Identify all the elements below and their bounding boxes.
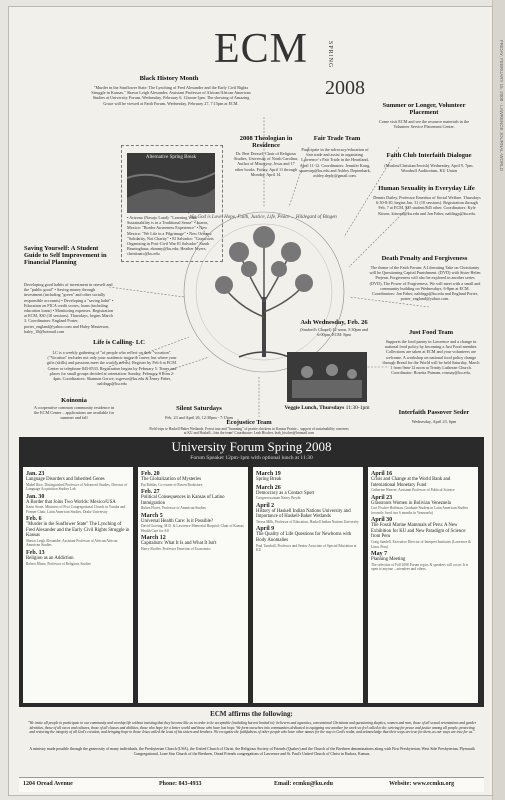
ecojustice-text: Field trips to Haskell Baker Wetlands, Forest tour and "brunning" of prairie chickens in Kansas Prairie... support of sustainability concerns at KU and Haskell...Join the team! Coordinator: Leah Hischer, leah_hischer@hotmail.com (149, 427, 349, 436)
forum-date: March 19 (256, 471, 281, 477)
forum-date: Feb. 20 (141, 471, 160, 477)
affirm-heading: ECM affirms the following: (210, 710, 293, 718)
forum-date: Jan. 23 (26, 471, 45, 477)
forum-entry (141, 489, 245, 511)
interfaith-text: (Muslim/Christian/Jewish) Wednesday, April 9, 7pm. Woodruff Auditorium, KU Union (384, 163, 474, 174)
forum-column-2 (138, 467, 248, 703)
passover-heading: Interfaith Passover Seder (398, 409, 470, 416)
forum-speaker: Cori Fischer Hoffman, Graduate Student in Latin American Studies (recently lived two 6 months in Venezuela) (371, 506, 469, 515)
forum-date: May 7 (371, 551, 388, 558)
forum-speaker: Catherine Weaver, Assistant Professor of Political Science (371, 488, 455, 493)
forum-entry (256, 503, 360, 525)
forum-entry (141, 471, 245, 487)
human-text: Dennis Dailey, Professor Emeritus of Social Welfare. Thursdays 6:30-8:30, begins Jan. 31 (10 sessions). Registration through Feb. 7 at ECM, $35 student/$45 other. Coordinators: Kyle Kitson, kitsonn@ku.edu and Jon Faber, naldisgp@ku.edu. (373, 195, 481, 216)
newspaper-page (8, 6, 493, 796)
veggie-title: Veggie Lunch, Thursdays (284, 405, 345, 411)
ministry-statement: A ministry made possible through the generosity of many individuals, the Presbyterian Church (USA), the United Church of Christ, the Religious Society of Friends (Quaker) and the Church of the Brethren denominations along with First Presbyterian, West Side Presbyterian, Plymouth Congregational, Lone Star Church of the Brethren, Oread Friends congregations of Lawrence and St. Paul's United Church of Christ in Eudora, Kansas. (29, 747, 475, 756)
forum-topic: Spring Break (256, 477, 282, 482)
summer-heading: Summer or Longer, Volunteer Placement (382, 102, 466, 116)
forum-date: Feb. 6 (26, 516, 42, 523)
bhm-heading: Black History Month (139, 75, 199, 82)
forum-speaker: Paul Turnbull, Professor and Senior Associate of Special Education at KU (256, 543, 357, 553)
lunch-image (287, 352, 367, 402)
interfaith-heading: Faith Club Interfaith Dialogue (386, 152, 472, 159)
forum-date: March 5 (141, 512, 163, 519)
alt-break-text: • Arizona (Navajo Land): "Learning What Sustainability is in a Traditional Sense" • Juarez, Mexico: "Border Awareness Experience" • New Mexico: "We Life in a Pilgrimage" • New Orleans: "Solidarity, Not Charity" • El Salvador: "Grassroots Organizing in Post-Civil War El Salvador" Sarah Bruninghaus, ekmmy@ku.edu; Heather Myers, christinatc@ku.edu (127, 215, 214, 257)
forum-speaker: Mabel Rice, Distinguished Professor of Advanced Studies, Director of Language Acquisition Studies Lab (26, 482, 128, 492)
theology-heading: 2008 Theologian in Residence (239, 135, 293, 149)
alt-break-photo (127, 153, 215, 213)
forum-subtitle: Forum Speaker 12pm-1pm with optional lunch at 11:30 (190, 455, 313, 461)
forum-entry (371, 517, 475, 549)
forum-entry (256, 485, 360, 501)
forum-date: April 9 (256, 526, 275, 533)
forum-topic: Universal Health Care: Is it Possible? (141, 518, 214, 524)
forum-topic: Religion as an Addiction (26, 555, 74, 561)
forum-speaker: Congresswoman Nancy Boyda (256, 496, 301, 501)
forum-speaker: Shawn Leigh Alexander, Assistant Professor of African/African American Studies (26, 538, 118, 548)
university-forum-panel (19, 437, 484, 707)
gutter-caption: FRIDAY, FEBRUARY 15, 2008 · LAWRENCE JOURNAL-WORLD (499, 40, 504, 172)
death-heading: Death Penalty and Forgiveness (381, 255, 468, 262)
forum-date: April 30 (371, 517, 393, 524)
alt-break-heading: Alternative Spring Break (145, 155, 197, 160)
forum-entry (26, 494, 130, 515)
ash-heading: Ash Wednesday, Feb. 26 (300, 319, 368, 326)
forum-date: April 16 (371, 471, 393, 477)
saving-heading: Saving Yourself: A Student Guide to Self Improvement in Financial Planning (24, 245, 107, 266)
forum-entry (371, 551, 475, 572)
human-heading: Human Sexuality in Everyday Life (378, 185, 475, 192)
forum-topic: The Globalization of Mysteries (141, 477, 202, 482)
justfood-text: Supports the food pantry in Lawrence and a change in national food policy by becoming a Just Food member. Collections are taken at ECM and your volunteers are welcome. A workshop on national food policy change through Bread for the World will be held Saturday, March 1 from 9am-12 noon at Trinity Lutheran Church. Coordinator: Rosetta Putnam, rosmay@ku.edu. (382, 339, 480, 376)
forum-topic: Grassroots Women in Bolivian Venezuela (371, 500, 451, 506)
forum-speaker: Robert Minor, Professor of Religious Studies (26, 561, 91, 566)
forum-column-4 (368, 467, 478, 703)
forum-speaker: The selection of Fall 2008 Forum topics & speakers will occur. It is open to anyone – attendees and others. (371, 562, 469, 572)
footer-email: Email: ecmku@ku.edu (274, 781, 333, 787)
ash-text: (Sanford's Chapel) 12 noon, 5:30pm and 6:00pm. ECM: 8pm (300, 327, 368, 338)
death-text: The theme of the Faith Forum: A Liberating Take on Christianity will be Questioning Capital Punishment. (DVD) with Sister Helen Prejean. Forgiveness will also be explored in another series (DVD), The Power of Forgiveness. We will meet with a small and community building on Wednesdays, 6-8pm at ECM. Coordinators: Jon Faber, naldisgp@ku.edu and England Porter, porter_england@yahoo.com. (369, 265, 481, 302)
silent-heading: Silent Saturdays (176, 405, 222, 412)
justfood-heading: Just Food Team (408, 329, 454, 336)
koinonia-text: A cooperative common community residence in the ECM Center – applications are available for summer and fall (33, 405, 115, 421)
forum-entry (256, 471, 360, 483)
forum-entry (256, 526, 360, 552)
veggie-time: 11:30-1pm (345, 405, 370, 411)
forum-entry (141, 513, 245, 534)
calling-text: LC is a weekly gathering of "of people who reflect on their "vocation". ("Vocation" includes not only your academic major or career, but where your gifts (skills) and passions meet the world's needs). Register by Feb 6 at ECM. Center or telephone 843-8533. Registration begins by February 5. Times and places for small groups decided at orientation: Sunday, February 3 from 2-4pm. Coordinators: Shannon Gerwe, ssgerwe@ku.edu & Jenny Faber, naldisgp@ku.edu (47, 350, 177, 387)
tree-caption: So God is Love. Hope, Faith, Justice, Life, Peace ... Hildegard of Bingen (191, 215, 337, 220)
forum-speaker: Pat Roblas, Co-owner of Raven Bookstore (141, 482, 203, 487)
forum-topic: Political Consequences in Kansas of Latino Immigration (141, 495, 225, 506)
forum-entry (26, 471, 130, 492)
forum-entry (141, 535, 245, 551)
saving-text: Developing good habits of investment in oneself and the "public good" • Saving money through investment (including "green" and other socially responsible accounts) • Developing a "saving habit" • Education on FICA credit scores, loans (including education loans) • Monitoring expenses. Registration at ECM, $30 (10 sessions). Thursdays, begins March 3. Coordinators: England Porter, porter_england@yahoo.com and Haley Masterson, haley_18@hotmail.com (24, 282, 114, 334)
ecm-logo: ECM (214, 26, 309, 72)
forum-entry (26, 516, 130, 548)
koinonia-heading: Koinonia (61, 397, 87, 404)
fairtrade-text: Participate in the advocacy/education of fair trade and assist in organizing Lawrence' s Fair Trade in the Heartland, April 11-12. Coordinators: Jennifer Kong, sparestrp@ku.edu and Ashley Deptenbark, ashley.deply@gmail.com. (299, 147, 371, 179)
veggie-heading (277, 405, 377, 411)
forum-topic: Language Disorders and Inherited Genes (26, 477, 105, 482)
forum-topic: Planning Meeting (371, 557, 406, 563)
forum-speaker: Ruben Flores, Professor of American Studies (141, 506, 206, 511)
ecojustice-heading: Ecojustice Team (226, 419, 272, 426)
forum-column-1 (23, 467, 133, 703)
summer-text: Come visit ECM and see the resource materials in the Volunteer Service Placement Center. (378, 119, 470, 130)
logo-year: 2008 (325, 77, 365, 99)
footer-phone: Phone: 843-4933 (159, 781, 202, 787)
forum-topic: Democracy as a Contact Sport (256, 490, 315, 496)
forum-title: University Forum Spring 2008 (171, 439, 332, 454)
veggie-photo (287, 352, 367, 402)
footer-address: 1204 Oread Avenue (23, 781, 73, 787)
footer-website: Website: www.ecmku.org (389, 781, 455, 787)
forum-speaker: Harry Shaffer, Professor Emeritus of Economics (141, 546, 211, 551)
forum-topic: A Border that Joins Two Worlds: Mexico/USA (26, 499, 116, 505)
theology-text: Dr. Bert Dressel, Chair of Religious Studies, University of North Carolina, Author of Misogyny, Jesus and 17 other books. Friday, April 11 through Monday, April 14. (234, 151, 298, 177)
forum-date: Jan. 30 (26, 493, 45, 500)
forum-date: March 26 (256, 484, 281, 491)
passover-text: Wednesday, April 23, 6pm (411, 419, 457, 424)
forum-topic: Capitalism: What It Is and What It Isn't (141, 541, 217, 547)
river-image (127, 153, 215, 213)
forum-entry (371, 471, 475, 493)
forum-topic: History of Haskell Indian Nations University and Importance of Haskell-Baker Wetlands (256, 508, 351, 520)
forum-date: Feb. 13 (26, 549, 45, 556)
forum-topic: The Quality of Life Questions for Newborns with Body Anomalies (256, 532, 352, 543)
fairtrade-heading: Fair Trade Team (313, 135, 361, 142)
contact-footer (19, 777, 484, 792)
forum-date: March 12 (141, 535, 166, 542)
forum-date: Feb. 27 (141, 489, 160, 496)
forum-speaker: Craig Sandell, Executive Director of Interpret Institutes (Lawrence & Lima, Peru) (371, 540, 471, 549)
forum-date: April 23 (371, 494, 393, 501)
forum-speaker: David Goering, M.D. & Lawrence Memorial Hospital; Chair of Kansas Health Care for All (141, 524, 244, 533)
silent-text: Feb. 23 and April 26, 12:30pm - 7:15pm (165, 415, 233, 420)
forum-entry (371, 495, 475, 516)
affirm-statement: "We invite all people to participate in our community and worship life without insisting that they become like us in order to be acceptable (including but not limited to): believers and agnostics, conventional Christians and questioning skeptics, women and men, those of all sexual orientations and gender identities, those of all races and cultures, those of all classes and abilities, those who hope for a better world and those who have lost hope. We form ourselves into communities dedicated to equipping one another for work we feel called to do: striving for peace and justice among all people, protecting and restoring the integrity of all God's creation, and bringing hope to those Jesus called the least of his sisters and brothers. We recognize the faithfulness of other people who have other names for the way to God's realm, and acknowledge that their ways are true for them, as our ways are true for us." (27, 721, 477, 735)
forum-topic: Crisis and Change at the World Bank and International Monetary Fund (371, 477, 451, 488)
forum-speaker: Teresa Milk, Professor of Education, Haskell Indian Nations University (256, 519, 359, 524)
calling-heading: Life is Calling- LC (93, 339, 145, 346)
forum-topic: "Murder in the Sunflower State" The Lynching of Fred Alexander and the Early Civil Rights Struggle in Kansas (26, 522, 130, 539)
logo-season: SPRING (327, 41, 333, 69)
forum-date: April 2 (256, 502, 275, 509)
forum-column-3 (253, 467, 363, 703)
forum-entry (26, 550, 130, 566)
bhm-text: "Murder in the Sunflower State: The Lynching of Fred Alexander and the Early Civil Rights Struggle in Kansas," Shawn Leigh Alexander, Assistant Professor of African/African American Studies at University Forum. Wednesday, February 6, 12noon-1pm. The showing of Amazing Grace will be viewed at Faith Forum, Wednesday, February 27, 7:15pm at ECM. (91, 85, 251, 106)
forum-speaker: Karin Stone, Ministers of Five Congregational Church in Yuruba and Former Chair, Latin American Studies, Drake University (26, 505, 126, 514)
forum-topic: The Fossil Marine Mammals of Peru: A New Exhibition for KU and New Paradigm of Science from Peru (371, 523, 466, 540)
